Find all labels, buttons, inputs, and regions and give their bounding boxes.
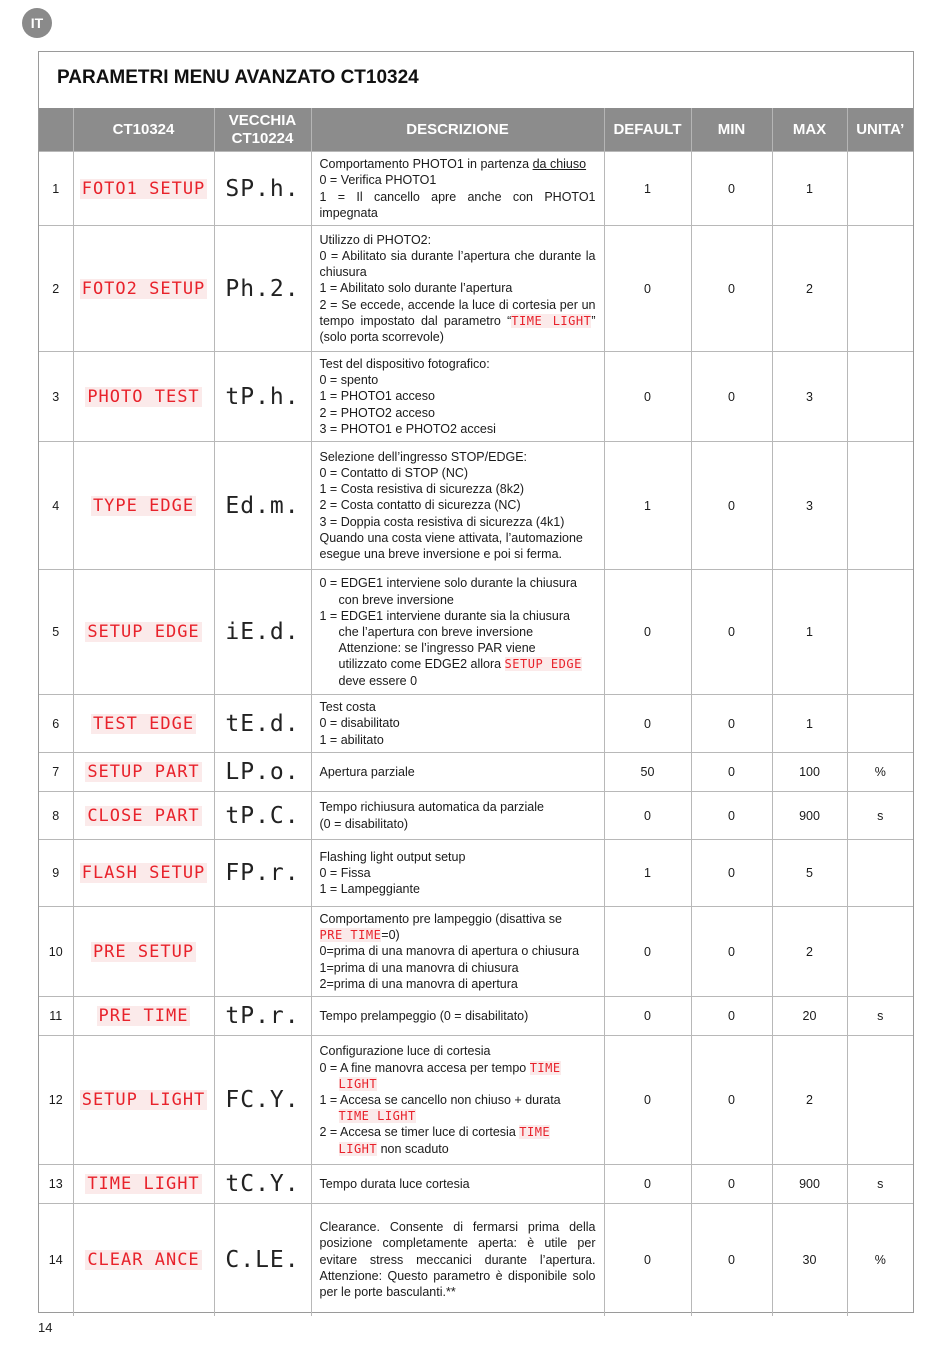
row-min: 0	[691, 352, 772, 442]
row-old-code: LP.o.	[214, 753, 311, 792]
row-default: 0	[604, 1036, 691, 1165]
parameters-table	[39, 108, 913, 1316]
row-number: 2	[39, 226, 73, 352]
row-old-code: tE.d.	[214, 695, 311, 753]
table-row	[39, 840, 913, 907]
row-min: 0	[691, 1204, 772, 1316]
row-description: Comportamento PHOTO1 in partenza da chiuso 0 = Verifica PHOTO1 1 = Il cancello apre anche con PHOTO1 impegnata	[311, 152, 604, 226]
row-code: TEST EDGE	[73, 695, 214, 753]
row-old-code: tP.C.	[214, 792, 311, 840]
row-number: 8	[39, 792, 73, 840]
row-code: SETUP LIGHT	[73, 1036, 214, 1165]
row-min: 0	[691, 695, 772, 753]
row-code: FLASH SETUP	[73, 840, 214, 907]
row-description: Clearance. Consente di fermarsi prima della posizione completamente aperta: è utile per evitare stress meccanici durante l’apertura. Attenzione: Questo parametro è disponibile solo per le porte basculanti.**	[311, 1204, 604, 1316]
row-unit	[847, 570, 913, 695]
header-desc: DESCRIZIONE	[311, 108, 604, 152]
row-old-code: C.LE.	[214, 1204, 311, 1316]
table-row	[39, 570, 913, 695]
table-row	[39, 792, 913, 840]
row-number: 7	[39, 753, 73, 792]
row-max: 2	[772, 226, 847, 352]
row-unit: s	[847, 1165, 913, 1204]
row-code: SETUP EDGE	[73, 570, 214, 695]
row-default: 0	[604, 226, 691, 352]
row-description: Configurazione luce di cortesia 0 = A fine manovra accesa per tempo TIME LIGHT 1 = Accesa se cancello non chiuso + durata TIME LIGHT 2 = Accesa se timer luce di cortesia TIME LIGHT non scaduto	[311, 1036, 604, 1165]
row-min: 0	[691, 753, 772, 792]
row-default: 0	[604, 792, 691, 840]
row-description: Tempo prelampeggio (0 = disabilitato)	[311, 997, 604, 1036]
row-min: 0	[691, 226, 772, 352]
row-code: CLEAR ANCE	[73, 1204, 214, 1316]
row-number: 10	[39, 907, 73, 997]
row-unit	[847, 226, 913, 352]
row-max: 900	[772, 1165, 847, 1204]
row-min: 0	[691, 1165, 772, 1204]
row-description: Test del dispositivo fotografico: 0 = spento 1 = PHOTO1 acceso 2 = PHOTO2 acceso 3 = PHOTO1 e PHOTO2 accesi	[311, 352, 604, 442]
table-row	[39, 226, 913, 352]
header-default: DEFAULT	[604, 108, 691, 152]
row-max: 1	[772, 695, 847, 753]
row-unit	[847, 352, 913, 442]
row-number: 9	[39, 840, 73, 907]
page-number: 14	[38, 1320, 53, 1335]
row-description: Flashing light output setup 0 = Fissa 1 = Lampeggiante	[311, 840, 604, 907]
parameters-panel	[38, 51, 914, 1313]
row-description: Tempo richiusura automatica da parziale (0 = disabilitato)	[311, 792, 604, 840]
row-old-code: tP.h.	[214, 352, 311, 442]
header-min: MIN	[691, 108, 772, 152]
row-code: PRE SETUP	[73, 907, 214, 997]
row-old-code: Ed.m.	[214, 442, 311, 570]
row-unit	[847, 442, 913, 570]
row-code: FOTO2 SETUP	[73, 226, 214, 352]
row-min: 0	[691, 840, 772, 907]
row-old-code: FC.Y.	[214, 1036, 311, 1165]
row-number: 12	[39, 1036, 73, 1165]
row-default: 0	[604, 352, 691, 442]
row-min: 0	[691, 570, 772, 695]
row-max: 20	[772, 997, 847, 1036]
header-old: VECCHIA CT10224	[214, 108, 311, 152]
row-default: 0	[604, 570, 691, 695]
row-unit	[847, 152, 913, 226]
row-unit: %	[847, 753, 913, 792]
row-old-code: tC.Y.	[214, 1165, 311, 1204]
row-max: 2	[772, 907, 847, 997]
row-max: 1	[772, 570, 847, 695]
row-number: 11	[39, 997, 73, 1036]
row-min: 0	[691, 442, 772, 570]
row-default: 0	[604, 997, 691, 1036]
row-min: 0	[691, 997, 772, 1036]
row-code: CLOSE PART	[73, 792, 214, 840]
row-unit	[847, 695, 913, 753]
row-description: Comportamento pre lampeggio (disattiva se PRE TIME=0) 0=prima di una manovra di apertura o chiusura 1=prima di una manovra di chiusura 2=prima di una manovra di apertura	[311, 907, 604, 997]
row-min: 0	[691, 907, 772, 997]
row-description: Apertura parziale	[311, 753, 604, 792]
table-header	[39, 108, 913, 152]
row-code: FOTO1 SETUP	[73, 152, 214, 226]
row-unit: s	[847, 997, 913, 1036]
row-description: Tempo durata luce cortesia	[311, 1165, 604, 1204]
table-row	[39, 152, 913, 226]
row-number: 3	[39, 352, 73, 442]
row-max: 3	[772, 352, 847, 442]
row-default: 0	[604, 907, 691, 997]
row-code: TIME LIGHT	[73, 1165, 214, 1204]
header-unit: UNITA’	[847, 108, 913, 152]
row-unit	[847, 1036, 913, 1165]
row-number: 13	[39, 1165, 73, 1204]
row-max: 2	[772, 1036, 847, 1165]
table-row	[39, 1204, 913, 1316]
row-default: 1	[604, 840, 691, 907]
row-default: 50	[604, 753, 691, 792]
row-code: PHOTO TEST	[73, 352, 214, 442]
row-code: PRE TIME	[73, 997, 214, 1036]
table-row	[39, 352, 913, 442]
row-number: 1	[39, 152, 73, 226]
row-default: 0	[604, 695, 691, 753]
row-max: 30	[772, 1204, 847, 1316]
row-max: 5	[772, 840, 847, 907]
row-unit: s	[847, 792, 913, 840]
header-max: MAX	[772, 108, 847, 152]
row-unit	[847, 840, 913, 907]
row-min: 0	[691, 1036, 772, 1165]
row-number: 5	[39, 570, 73, 695]
row-default: 0	[604, 1165, 691, 1204]
row-max: 100	[772, 753, 847, 792]
table-row	[39, 695, 913, 753]
row-min: 0	[691, 152, 772, 226]
language-badge: IT	[22, 8, 52, 38]
row-number: 4	[39, 442, 73, 570]
table-row	[39, 753, 913, 792]
row-code: TYPE EDGE	[73, 442, 214, 570]
row-default: 1	[604, 152, 691, 226]
row-old-code: SP.h.	[214, 152, 311, 226]
row-description: Selezione dell’ingresso STOP/EDGE: 0 = Contatto di STOP (NC) 1 = Costa resistiva di sicurezza (8k2) 2 = Costa contatto di sicurezza (NC) 3 = Doppia costa resistiva di sicurezza (4k1) Quando una costa viene attivata, l’automazione esegue una breve inversione e poi si ferma.	[311, 442, 604, 570]
row-default: 1	[604, 442, 691, 570]
row-unit: %	[847, 1204, 913, 1316]
table-row	[39, 907, 913, 997]
header-code: CT10324	[73, 108, 214, 152]
row-old-code: FP.r.	[214, 840, 311, 907]
row-old-code: Ph.2.	[214, 226, 311, 352]
table-row	[39, 997, 913, 1036]
row-description: Test costa 0 = disabilitato 1 = abilitato	[311, 695, 604, 753]
row-old-code	[214, 907, 311, 997]
table-row	[39, 1165, 913, 1204]
row-old-code: tP.r.	[214, 997, 311, 1036]
table-row	[39, 1036, 913, 1165]
row-default: 0	[604, 1204, 691, 1316]
row-max: 3	[772, 442, 847, 570]
row-description: 0 = EDGE1 interviene solo durante la chiusura con breve inversione 1 = EDGE1 interviene durante sia la chiusura che l’apertura con breve inversione Attenzione: se l’ingresso PAR viene utilizzato come EDGE2 allora SETUP EDGE deve essere 0	[311, 570, 604, 695]
row-old-code: iE.d.	[214, 570, 311, 695]
row-min: 0	[691, 792, 772, 840]
page-title: PARAMETRI MENU AVANZATO CT10324	[57, 67, 419, 88]
row-max: 900	[772, 792, 847, 840]
row-number: 6	[39, 695, 73, 753]
row-number: 14	[39, 1204, 73, 1316]
table-row	[39, 442, 913, 570]
row-unit	[847, 907, 913, 997]
row-code: SETUP PART	[73, 753, 214, 792]
header-num	[39, 108, 73, 152]
row-description: Utilizzo di PHOTO2: 0 = Abilitato sia durante l’apertura che durante la chiusura 1 = Abilitato solo durante l’apertura 2 = Se eccede, accende la luce di cortesia per un tempo impostato dal parametro “TIME LIGHT” (solo porta scorrevole)	[311, 226, 604, 352]
row-max: 1	[772, 152, 847, 226]
